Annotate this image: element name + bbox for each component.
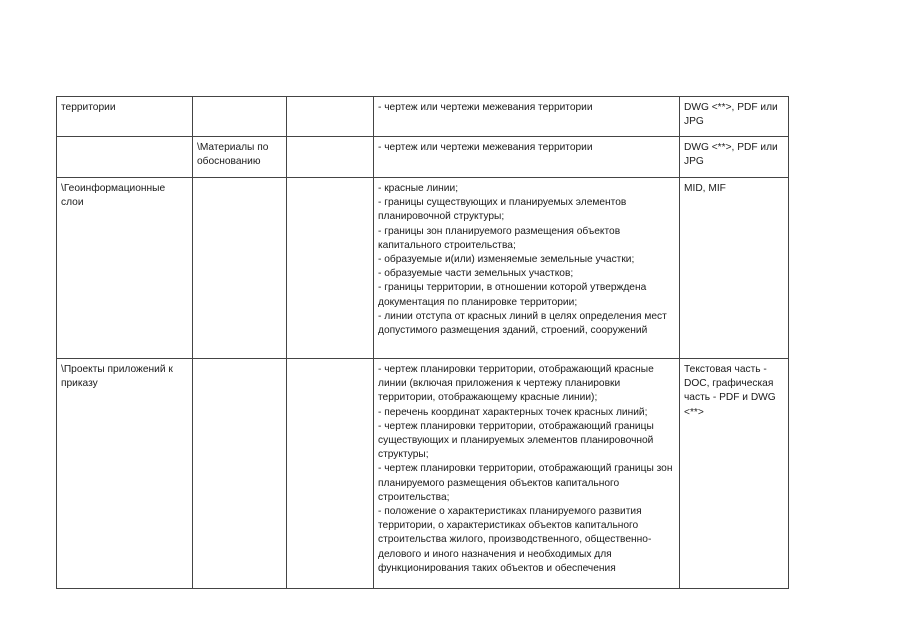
list-item: - границы существующих и планируемых элементов планировочной структуры; [378,197,627,223]
list-item: - красные линии; [378,183,459,194]
list-item: - чертеж планировки территории, отображающий границы зон планируемого размещения объектов капитального строительства; [378,463,673,503]
table-cell-section [57,137,193,178]
table-row [57,97,789,137]
table-cell-subsection: \Материалы по обоснованию [193,137,287,178]
table-cell-empty [287,359,374,589]
table-cell-format: Текстовая часть - DOC, графическая часть - PDF и DWG <**> [680,359,789,589]
list-item: - перечень координат характерных точек красных линий; [378,406,648,418]
table-cell-contents: - чертеж или чертежи межевания территории [374,97,680,137]
list-item: - образуемые и(или) изменяемые земельные участки; [378,254,635,266]
table-row [57,178,789,359]
table-cell-empty [287,137,374,178]
list-item: - образуемые части земельных участков; [378,268,574,280]
table-cell-contents: - чертеж или чертежи межевания территории [374,137,680,178]
table-cell-subsection [193,97,287,137]
table-cell-contents [374,178,680,359]
list-item: - чертеж планировки территории, отображающий границы существующих и планируемых элементов планировочной структуры; [378,420,654,461]
list-item: - границы зон планируемого размещения объектов капитального строительства; [378,225,621,251]
table-cell-subsection [193,178,287,359]
table-cell-empty [287,178,374,359]
table-cell-subsection [193,359,287,589]
table-cell-format: MID, MIF [680,178,789,359]
table-cell-contents [374,359,680,589]
document-table [56,96,789,589]
list-item: - положение о характеристиках планируемого развития территории, о характеристиках объектов капитального строительства жилого, производственного, общественно-делового и иного назначения и необходимых для функционирования таких объектов и обеспечения [378,506,652,574]
table-cell-format: DWG <**>, PDF или JPG [680,137,789,178]
list-item: - линии отступа от красных линий в целях определения мест допустимого размещения зданий, строений, сооружений [378,310,667,337]
table-cell-section: \Геоинформационные слои [57,178,193,359]
table-cell-empty [287,97,374,137]
table-row [57,137,789,178]
list-item: - чертеж планировки территории, отображающий красные линии (включая приложения к чертежу планировки территории, отображающему красные линии); [378,364,654,404]
list-item: - границы территории, в отношении которой утверждена документация по планировке территории; [378,282,647,308]
table-cell-section: \Проекты приложений к приказу [57,359,193,589]
table-cell-section: территории [57,97,193,137]
table-row [57,359,789,589]
table-cell-format: DWG <**>, PDF или JPG [680,97,789,137]
